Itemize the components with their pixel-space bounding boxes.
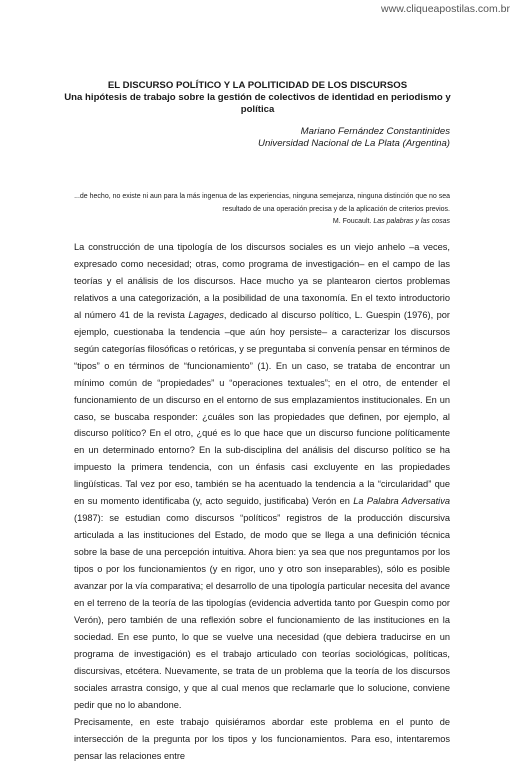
body-paragraph-1-part-b: , dedicado al discurso político, L. Guespin (1976), por ejemplo, cuestionaba la tendencia –que aún hoy persiste– a caracterizar los discursos según categorías filosóficas o retóricas, y se preguntaba si convenía pensar en términos de “tipos” o en términos de “funcionamiento” (1). En un caso, se trataba de encontrar un mínimo común de “propiedades” u “operaciones textuales”; en el otro, de entender el funcionamiento de un discurso en el entorno de sus emplazamientos institucionales. En un caso, se buscaba responder: ¿cuáles son las propiedades que definen, por ejemplo, al discurso político? En el otro, ¿qué es lo que hace que un discurso funcione políticamente en un determinado entorno? En la sub-disciplina del análisis del discurso político se ha impuesto la primera tendencia, con un énfasis casi excluyente en las propiedades lingüísticas. Tal vez por eso, también se ha acentuado la tendencia a la “circularidad” que en su momento identificaba (y, acto seguido, justificaba) Verón en — [74, 309, 450, 507]
epigraph-attribution — [72, 216, 450, 229]
article-title: EL DISCURSO POLÍTICO Y LA POLITICIDAD DE LOS DISCURSOS — [107, 80, 408, 91]
author-block — [250, 126, 450, 150]
journal-title: Lagages — [188, 309, 224, 320]
article-heading — [60, 80, 455, 116]
epigraph — [72, 191, 450, 229]
article-body — [74, 239, 450, 765]
body-paragraph-1-part-a: La construcción de una tipología de los discursos sociales es un viejo anhelo –a veces, expresado como necesidad; otras, como programa de investigación– en el campo de las teorías y el análisis de los discursos. Hace mucho ya se plantearon ciertos problemas relativos a una categorización, a la posibilidad de una taxonomía. En el texto introductorio al número 41 de la revista — [74, 242, 450, 320]
watermark: www.cliqueapostilas.com.br — [381, 3, 510, 15]
epigraph-attribution-author: M. Foucault. — [332, 218, 372, 226]
book-title: La Palabra Adversativa — [353, 496, 450, 507]
author-affiliation: Universidad Nacional de La Plata (Argentina) — [258, 138, 450, 149]
body-paragraph-1 — [74, 239, 450, 714]
author-name: Mariano Fernández Constantinides — [300, 126, 450, 137]
epigraph-attribution-work: Las palabras y las cosas — [373, 218, 450, 226]
body-paragraph-2: Precisamente, en este trabajo quisiéramos abordar este problema en el punto de intersección de la pregunta por los tipos y los funcionamientos. Para eso, intentaremos pensar las relaciones entre — [74, 716, 450, 761]
body-paragraph-1-part-c: (1987): se estudian como discursos “políticos” registros de la producción discursiva articulada a las instituciones del Estado, de modo que se llega a una definición técnica sobre la base de una percepción intuitiva. Ahora bien: ya sea que nos preguntamos por los tipos o por los funcionamientos (y en rigor, uno y otro son inseparables), sólo es posible avanzar por la vía comparativa; el desarrollo de una tipología particular necesita del avance en el terreno de la teoría de las tipologías (evidencia advertida tanto por Guespin como por Verón), pero también de una reflexión sobre el funcionamiento de las instituciones en la sociedad. En ese punto, lo que se vuelve una necesidad (que debiera traducirse en un programa de investigación) es el trabajo articulado con teorías sociológicas, políticas, discursivas, etcétera. Nuevamente, se trata de un problema que la teoría de los discursos sociales arrastra consigo, y que al cual menos que reclamarle que lo solucione, conviene pedir que no lo abandone. — [74, 513, 450, 710]
article-subtitle: Una hipótesis de trabajo sobre la gestión de colectivos de identidad en periodismo y política — [64, 92, 451, 115]
epigraph-line-2: resultado de una operación precisa y de la aplicación de criterios previos. — [222, 205, 450, 213]
epigraph-line-1: ...de hecho, no existe ni aun para la más ingenua de las experiencias, ninguna semejanza, ninguna distinción que no sea — [74, 193, 450, 200]
